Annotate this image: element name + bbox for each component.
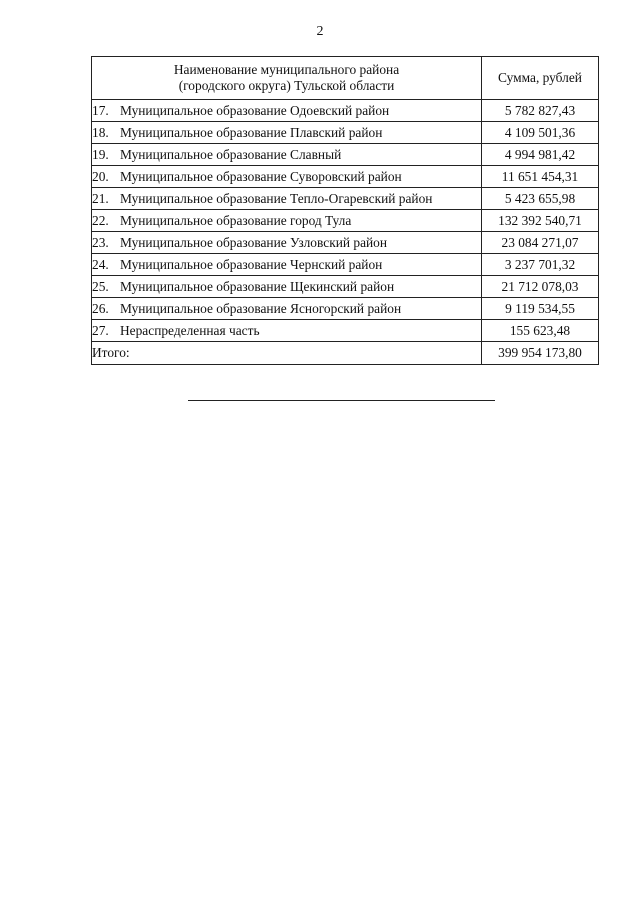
table-row <box>92 276 599 298</box>
row-number: 20. <box>92 168 109 184</box>
row-number: 24. <box>92 256 109 272</box>
row-number: 17. <box>92 102 109 118</box>
row-name-cell <box>92 144 482 166</box>
table-row <box>92 320 599 342</box>
row-number: 26. <box>92 300 109 316</box>
total-sum: 399 954 173,80 <box>482 342 599 365</box>
page-number: 2 <box>316 24 324 39</box>
row-sum: 9 119 534,55 <box>482 298 599 320</box>
row-sum: 11 651 454,31 <box>482 166 599 188</box>
row-number: 18. <box>92 124 109 140</box>
row-name: Муниципальное образование Щекинский район <box>120 278 395 294</box>
row-number: 23. <box>92 234 109 250</box>
table-row <box>92 254 599 276</box>
header-municipality-name <box>92 57 482 100</box>
row-number: 21. <box>92 190 109 206</box>
row-name-cell <box>92 166 482 188</box>
table-row <box>92 232 599 254</box>
row-sum: 5 782 827,43 <box>482 100 599 122</box>
row-name-cell <box>92 188 482 210</box>
row-name-cell <box>92 210 482 232</box>
table-row <box>92 100 599 122</box>
row-name-cell <box>92 298 482 320</box>
table-row <box>92 166 599 188</box>
row-name-cell <box>92 320 482 342</box>
signature-divider-line <box>188 400 495 401</box>
row-number: 27. <box>92 322 109 338</box>
row-sum: 3 237 701,32 <box>482 254 599 276</box>
table-row <box>92 144 599 166</box>
row-name-cell <box>92 100 482 122</box>
row-name: Муниципальное образование Чернский район <box>120 256 383 272</box>
row-name: Муниципальное образование Узловский район <box>120 234 388 250</box>
row-sum: 5 423 655,98 <box>482 188 599 210</box>
row-name: Муниципальное образование Плавский район <box>120 124 383 140</box>
table-row <box>92 122 599 144</box>
row-name: Муниципальное образование Тепло-Огаревский район <box>120 190 433 206</box>
row-name: Муниципальное образование Одоевский район <box>120 102 390 118</box>
table-header-row <box>92 57 599 100</box>
budget-table <box>91 56 599 365</box>
row-name: Муниципальное образование город Тула <box>120 212 352 228</box>
row-name: Нераспределенная часть <box>120 322 260 338</box>
row-name: Муниципальное образование Ясногорский район <box>120 300 402 316</box>
row-sum: 4 994 981,42 <box>482 144 599 166</box>
row-number: 19. <box>92 146 109 162</box>
row-name-cell <box>92 276 482 298</box>
row-sum: 132 392 540,71 <box>482 210 599 232</box>
row-name-cell <box>92 232 482 254</box>
row-sum: 23 084 271,07 <box>482 232 599 254</box>
row-number: 22. <box>92 212 109 228</box>
header-name-line2: (городского округа) Тульской области <box>178 78 395 93</box>
row-name-cell <box>92 254 482 276</box>
row-name: Муниципальное образование Суворовский район <box>120 168 402 184</box>
table-row <box>92 188 599 210</box>
row-sum: 21 712 078,03 <box>482 276 599 298</box>
total-label: Итого: <box>92 342 482 365</box>
row-name-cell <box>92 122 482 144</box>
row-number: 25. <box>92 278 109 294</box>
header-sum: Сумма, рублей <box>482 57 599 100</box>
row-name: Муниципальное образование Славный <box>120 146 342 162</box>
table-row <box>92 210 599 232</box>
table-row <box>92 298 599 320</box>
row-sum: 4 109 501,36 <box>482 122 599 144</box>
row-sum: 155 623,48 <box>482 320 599 342</box>
table-total-row <box>92 342 599 365</box>
header-name-line1: Наименование муниципального района <box>173 62 400 77</box>
